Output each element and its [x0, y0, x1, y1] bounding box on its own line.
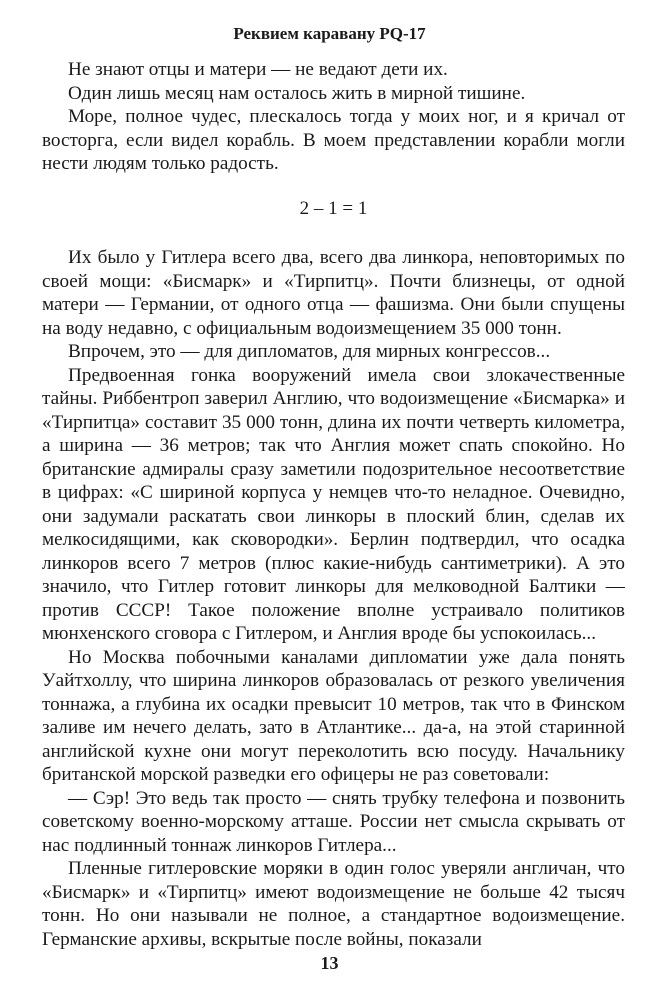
section-heading: 2 – 1 = 1 — [299, 197, 368, 219]
paragraph: Их было у Гитлера всего два, всего два линкора, неповторимых по своей мощи: «Бисмарк» и «Тирпитц». Почти близнецы, от одной матери — Германии, от одного отца — фашизма. Они были спущены на воду недавно, с официальным водоизмещением 35 000 тонн. — [42, 247, 625, 339]
paragraph: Один лишь месяц нам осталось жить в мирной тишине. — [68, 82, 526, 104]
paragraph: Впрочем, это — для дипломатов, для мирных конгрессов... — [68, 341, 551, 362]
body-text — [42, 58, 625, 951]
paragraph: Море, полное чудес, плескалось тогда у моих ног, и я кричал от восторга, если видел корабль. В моем представлении корабли могли нести людям только радость. — [42, 106, 625, 174]
running-header: Реквием каравану PQ-17 — [233, 24, 426, 43]
paragraph: Предвоенная гонка вооружений имела свои злокачественные тайны. Риббентроп заверил Англию, что водоизмещение «Бисмарка» и «Тирпитца» составит 35 000 тонн, длина их почти четверть километра, а ширина — 36 метров; так что Англия может спать спокойно. Но британские адмиралы сразу заметили подозрительное несоответствие в цифрах: «С шириной корпуса у немцев что-то неладное. Очевидно, они задумали раскатать свои линкоры в плоский блин, сделав их мелкосидящими, как сковородки». Берлин подтвердил, что осадка линкоров всего 7 метров (плюс какие-нибудь сантиметрики). А это значило, что Гитлер готовит линкоры для мелководной Балтики — против СССР! Такое положение вполне устраивало политиков мюнхенского сговора с Гитлером, и Англия вроде бы успокоилась... — [42, 364, 625, 644]
page-number: 13 — [320, 953, 339, 973]
paragraph: Не знают отцы и матери — не ведают дети их. — [68, 59, 448, 80]
paragraph: — Сэр! Это ведь так просто — снять трубку телефона и позвонить советскому военно-морскому атташе. России нет смысла скрывать от нас подлинный тоннаж линкоров Гитлера... — [42, 787, 625, 856]
paragraph: Но Москва побочными каналами дипломатии уже дала понять Уайтхоллу, что ширина линкоров образовалась от резкого увеличения тоннажа, а глубина их осадки превысит 10 метров, так что в Финском заливе им нечего делать, зато в Атлантике... да-а, на этой старинной английской кухне они могут переколотить всю посуду. Начальнику британской морской разведки его офицеры не раз советовали: — [42, 646, 625, 785]
paragraph: Пленные гитлеровские моряки в один голос уверяли англичан, что «Бисмарк» и «Тирпитц» имеют водоизмещение не больше 42 тысяч тонн. Но они называли не полное, а стандартное водоизмещение. Германские архивы, вскрытые после войны, показали — [42, 858, 625, 950]
